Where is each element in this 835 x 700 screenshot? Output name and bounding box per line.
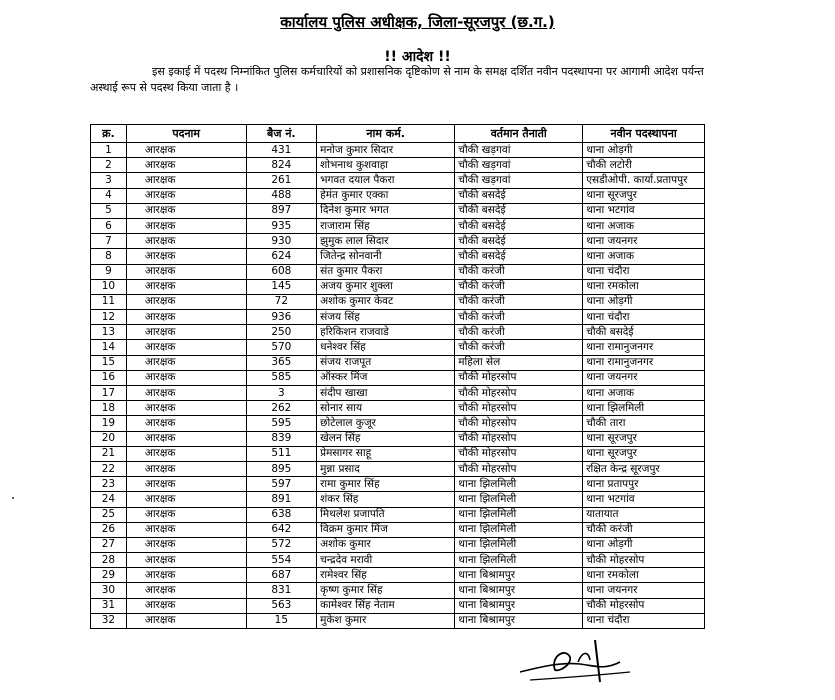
serial-cell: 30 [91,583,127,598]
serial-cell: 17 [91,386,127,401]
new-posting-cell: थाना ओड़गी [583,537,705,552]
col-badge: बैज नं. [246,125,317,143]
name-cell: विक्रम कुमार मिंज [317,522,455,537]
name-cell: मुकेश कुमार [317,613,455,628]
serial-cell: 18 [91,401,127,416]
new-posting-cell: थाना सूरजपुर [583,446,705,461]
new-posting-cell: थाना अजाक [583,249,705,264]
serial-cell: 27 [91,537,127,552]
rank-cell: आरक्षक [126,477,246,492]
rank-cell: आरक्षक [126,583,246,598]
serial-cell: 9 [91,264,127,279]
current-posting-cell: चौकी करंजी [455,340,583,355]
table-row [91,264,705,279]
table-row [91,461,705,476]
table-row [91,158,705,173]
serial-cell: 23 [91,477,127,492]
table-row [91,507,705,522]
serial-cell: 7 [91,234,127,249]
badge-cell: 563 [246,598,317,613]
new-posting-cell: चौकी लटोरी [583,158,705,173]
signature [510,632,660,692]
col-rank: पदनाम [126,125,246,143]
table-row [91,598,705,613]
serial-cell: 6 [91,218,127,233]
rank-cell: आरक्षक [126,507,246,522]
new-posting-cell: यातायात [583,507,705,522]
badge-cell: 15 [246,613,317,628]
table-header-row [91,125,705,143]
serial-cell: 14 [91,340,127,355]
table-row [91,522,705,537]
new-posting-cell: थाना भटगांव [583,203,705,218]
current-posting-cell: चौकी मोहरसोप [455,446,583,461]
name-cell: भगवत दयाल पैकरा [317,173,455,188]
serial-cell: 21 [91,446,127,461]
current-posting-cell: चौकी मोहरसोप [455,401,583,416]
col-name: नाम कर्म. [317,125,455,143]
name-cell: ऑस्कर मिंज [317,370,455,385]
badge-cell: 897 [246,203,317,218]
table-row [91,446,705,461]
name-cell: हरिकिशन राजवाडे [317,325,455,340]
rank-cell: आरक्षक [126,188,246,203]
name-cell: सोनार साय [317,401,455,416]
rank-cell: आरक्षक [126,401,246,416]
new-posting-cell: थाना रामानुजनगर [583,355,705,370]
new-posting-cell: रक्षित केन्द्र सूरजपुर [583,461,705,476]
current-posting-cell: चौकी मोहरसोप [455,370,583,385]
table-row [91,310,705,325]
badge-cell: 891 [246,492,317,507]
name-cell: चन्द्रदेव मरावी [317,553,455,568]
serial-cell: 32 [91,613,127,628]
rank-cell: आरक्षक [126,461,246,476]
serial-cell: 26 [91,522,127,537]
new-posting-cell: चौकी करंजी [583,522,705,537]
new-posting-cell: थाना अजाक [583,218,705,233]
table-row [91,173,705,188]
badge-cell: 638 [246,507,317,522]
new-posting-cell: थाना सूरजपुर [583,431,705,446]
table-row [91,340,705,355]
serial-cell: 12 [91,310,127,325]
badge-cell: 597 [246,477,317,492]
name-cell: दिनेश कुमार भगत [317,203,455,218]
new-posting-cell: थाना जयनगर [583,583,705,598]
name-cell: संजय राजपूत [317,355,455,370]
new-posting-cell: थाना रमकोला [583,279,705,294]
badge-cell: 831 [246,583,317,598]
table-row [91,370,705,385]
rank-cell: आरक्षक [126,386,246,401]
name-cell: कृष्ण कुमार सिंह [317,583,455,598]
table-row [91,583,705,598]
name-cell: रामेश्वर सिंह [317,568,455,583]
badge-cell: 642 [246,522,317,537]
table-row [91,218,705,233]
current-posting-cell: चौकी करंजी [455,310,583,325]
new-posting-cell: थाना जयनगर [583,234,705,249]
new-posting-cell: चौकी मोहरसोप [583,598,705,613]
badge-cell: 608 [246,264,317,279]
new-posting-cell: थाना चंदौरा [583,310,705,325]
table-row [91,431,705,446]
new-posting-cell: थाना चंदौरा [583,613,705,628]
name-cell: राजाराम सिंह [317,218,455,233]
col-new-posting: नवीन पदस्थापना [583,125,705,143]
name-cell: कामेश्वर सिंह नेताम [317,598,455,613]
badge-cell: 262 [246,401,317,416]
table-row [91,279,705,294]
new-posting-cell: थाना सूरजपुर [583,188,705,203]
badge-cell: 595 [246,416,317,431]
serial-cell: 25 [91,507,127,522]
rank-cell: आरक्षक [126,370,246,385]
serial-cell: 29 [91,568,127,583]
rank-cell: आरक्षक [126,234,246,249]
rank-cell: आरक्षक [126,340,246,355]
current-posting-cell: चौकी मोहरसोप [455,416,583,431]
badge-cell: 930 [246,234,317,249]
current-posting-cell: चौकी बसदेई [455,234,583,249]
table-row [91,143,705,158]
table-row [91,568,705,583]
new-posting-cell: चौकी मोहरसोप [583,553,705,568]
new-posting-cell: थाना प्रतापपुर [583,477,705,492]
name-cell: शोभनाथ कुशवाहा [317,158,455,173]
serial-cell: 16 [91,370,127,385]
current-posting-cell: चौकी बसदेई [455,203,583,218]
current-posting-cell: थाना बिश्रामपुर [455,568,583,583]
current-posting-cell: थाना झिलमिली [455,553,583,568]
current-posting-cell: चौकी करंजी [455,264,583,279]
badge-cell: 572 [246,537,317,552]
rank-cell: आरक्षक [126,173,246,188]
current-posting-cell: महिला सेल [455,355,583,370]
rank-cell: आरक्षक [126,355,246,370]
badge-cell: 936 [246,310,317,325]
name-cell: अजय कुमार शुक्ला [317,279,455,294]
table-row [91,416,705,431]
badge-cell: 935 [246,218,317,233]
name-cell: अशोक कुमार केवट [317,294,455,309]
badge-cell: 624 [246,249,317,264]
badge-cell: 365 [246,355,317,370]
rank-cell: आरक्षक [126,613,246,628]
current-posting-cell: चौकी बसदेई [455,249,583,264]
name-cell: मनोज कुमार सिदार [317,143,455,158]
current-posting-cell: चौकी खड़गवां [455,143,583,158]
name-cell: रामा कुमार सिंह [317,477,455,492]
table-row [91,355,705,370]
rank-cell: आरक्षक [126,568,246,583]
badge-cell: 488 [246,188,317,203]
new-posting-cell: एसडीओपी. कार्या.प्रतापपुर [583,173,705,188]
new-posting-cell: थाना भटगांव [583,492,705,507]
new-posting-cell: थाना चंदौरा [583,264,705,279]
current-posting-cell: चौकी मोहरसोप [455,461,583,476]
badge-cell: 145 [246,279,317,294]
document-title: कार्यालय पुलिस अधीक्षक, जिला-सूरजपुर (छ.ग.) [280,13,555,31]
badge-cell: 72 [246,294,317,309]
rank-cell: आरक्षक [126,325,246,340]
serial-cell: 10 [91,279,127,294]
rank-cell: आरक्षक [126,203,246,218]
table-row [91,188,705,203]
table-row [91,249,705,264]
rank-cell: आरक्षक [126,218,246,233]
rank-cell: आरक्षक [126,553,246,568]
col-current-posting: वर्तमान तैनाती [455,125,583,143]
name-cell: झुमुक लाल सिदार [317,234,455,249]
badge-cell: 554 [246,553,317,568]
current-posting-cell: थाना झिलमिली [455,477,583,492]
intro-text: इस इकाई में पदस्थ निम्नांकित पुलिस कर्मचारियों को प्रशासनिक दृष्टिकोण से नाम के समक्ष दर्शित नवीन पदस्थापना पर आगामी आदेश पर्यन्त अस्थाई रूप से पदस्थ किया जाता है । [90,65,704,94]
badge-cell: 570 [246,340,317,355]
table-row [91,553,705,568]
table-row [91,401,705,416]
name-cell: खेलन सिंह [317,431,455,446]
new-posting-cell: थाना ओड़गी [583,143,705,158]
current-posting-cell: थाना बिश्रामपुर [455,598,583,613]
badge-cell: 839 [246,431,317,446]
rank-cell: आरक्षक [126,598,246,613]
new-posting-cell: थाना झिलमिली [583,401,705,416]
name-cell: शंकर सिंह [317,492,455,507]
serial-cell: 15 [91,355,127,370]
current-posting-cell: चौकी मोहरसोप [455,386,583,401]
serial-cell: 22 [91,461,127,476]
rank-cell: आरक्षक [126,431,246,446]
current-posting-cell: चौकी करंजी [455,325,583,340]
current-posting-cell: चौकी करंजी [455,279,583,294]
badge-cell: 687 [246,568,317,583]
new-posting-cell: थाना रमकोला [583,568,705,583]
table-row [91,325,705,340]
rank-cell: आरक्षक [126,279,246,294]
name-cell: मुन्ना प्रसाद [317,461,455,476]
serial-cell: 3 [91,173,127,188]
name-cell: हेमंत कुमार एक्का [317,188,455,203]
current-posting-cell: चौकी बसदेई [455,218,583,233]
name-cell: संजय सिंह [317,310,455,325]
serial-cell: 2 [91,158,127,173]
serial-cell: 4 [91,188,127,203]
rank-cell: आरक्षक [126,143,246,158]
rank-cell: आरक्षक [126,522,246,537]
badge-cell: 585 [246,370,317,385]
badge-cell: 3 [246,386,317,401]
name-cell: संदीप खाखा [317,386,455,401]
badge-cell: 824 [246,158,317,173]
rank-cell: आरक्षक [126,446,246,461]
current-posting-cell: चौकी मोहरसोप [455,431,583,446]
col-serial: क्र. [91,125,127,143]
badge-cell: 511 [246,446,317,461]
current-posting-cell: चौकी खड़गवां [455,158,583,173]
current-posting-cell: चौकी बसदेई [455,188,583,203]
current-posting-cell: थाना झिलमिली [455,537,583,552]
serial-cell: 24 [91,492,127,507]
new-posting-cell: थाना अजाक [583,386,705,401]
current-posting-cell: थाना झिलमिली [455,522,583,537]
new-posting-cell: थाना रामानुजनगर [583,340,705,355]
badge-cell: 895 [246,461,317,476]
rank-cell: आरक्षक [126,537,246,552]
name-cell: छोटेलाल कुजूर [317,416,455,431]
name-cell: धनेश्वर सिंह [317,340,455,355]
serial-cell: 20 [91,431,127,446]
badge-cell: 261 [246,173,317,188]
rank-cell: आरक्षक [126,249,246,264]
serial-cell: 19 [91,416,127,431]
intro-paragraph [90,64,735,96]
scan-speck [12,497,14,499]
serial-cell: 31 [91,598,127,613]
current-posting-cell: थाना झिलमिली [455,492,583,507]
current-posting-cell: थाना झिलमिली [455,507,583,522]
name-cell: जितेन्द्र सोनवानी [317,249,455,264]
order-heading: !! आदेश !! [384,49,451,65]
new-posting-cell: चौकी बसदेई [583,325,705,340]
table-row [91,613,705,628]
rank-cell: आरक्षक [126,416,246,431]
current-posting-cell: चौकी करंजी [455,294,583,309]
new-posting-cell: थाना जयनगर [583,370,705,385]
table-row [91,294,705,309]
table-row [91,537,705,552]
serial-cell: 8 [91,249,127,264]
serial-cell: 28 [91,553,127,568]
current-posting-cell: थाना बिश्रामपुर [455,583,583,598]
table-row [91,386,705,401]
name-cell: अशोक कुमार [317,537,455,552]
badge-cell: 431 [246,143,317,158]
rank-cell: आरक्षक [126,310,246,325]
name-cell: मिथलेश प्रजापति [317,507,455,522]
serial-cell: 1 [91,143,127,158]
current-posting-cell: थाना बिश्रामपुर [455,613,583,628]
current-posting-cell: चौकी खड़गवां [455,173,583,188]
table-row [91,492,705,507]
table-row [91,203,705,218]
serial-cell: 5 [91,203,127,218]
rank-cell: आरक्षक [126,294,246,309]
rank-cell: आरक्षक [126,158,246,173]
posting-table [90,124,705,629]
name-cell: प्रेमसागर साहू [317,446,455,461]
rank-cell: आरक्षक [126,492,246,507]
new-posting-cell: चौकी तारा [583,416,705,431]
serial-cell: 13 [91,325,127,340]
new-posting-cell: थाना ओड़गी [583,294,705,309]
table-row [91,477,705,492]
badge-cell: 250 [246,325,317,340]
rank-cell: आरक्षक [126,264,246,279]
table-row [91,234,705,249]
name-cell: संत कुमार पैकरा [317,264,455,279]
serial-cell: 11 [91,294,127,309]
